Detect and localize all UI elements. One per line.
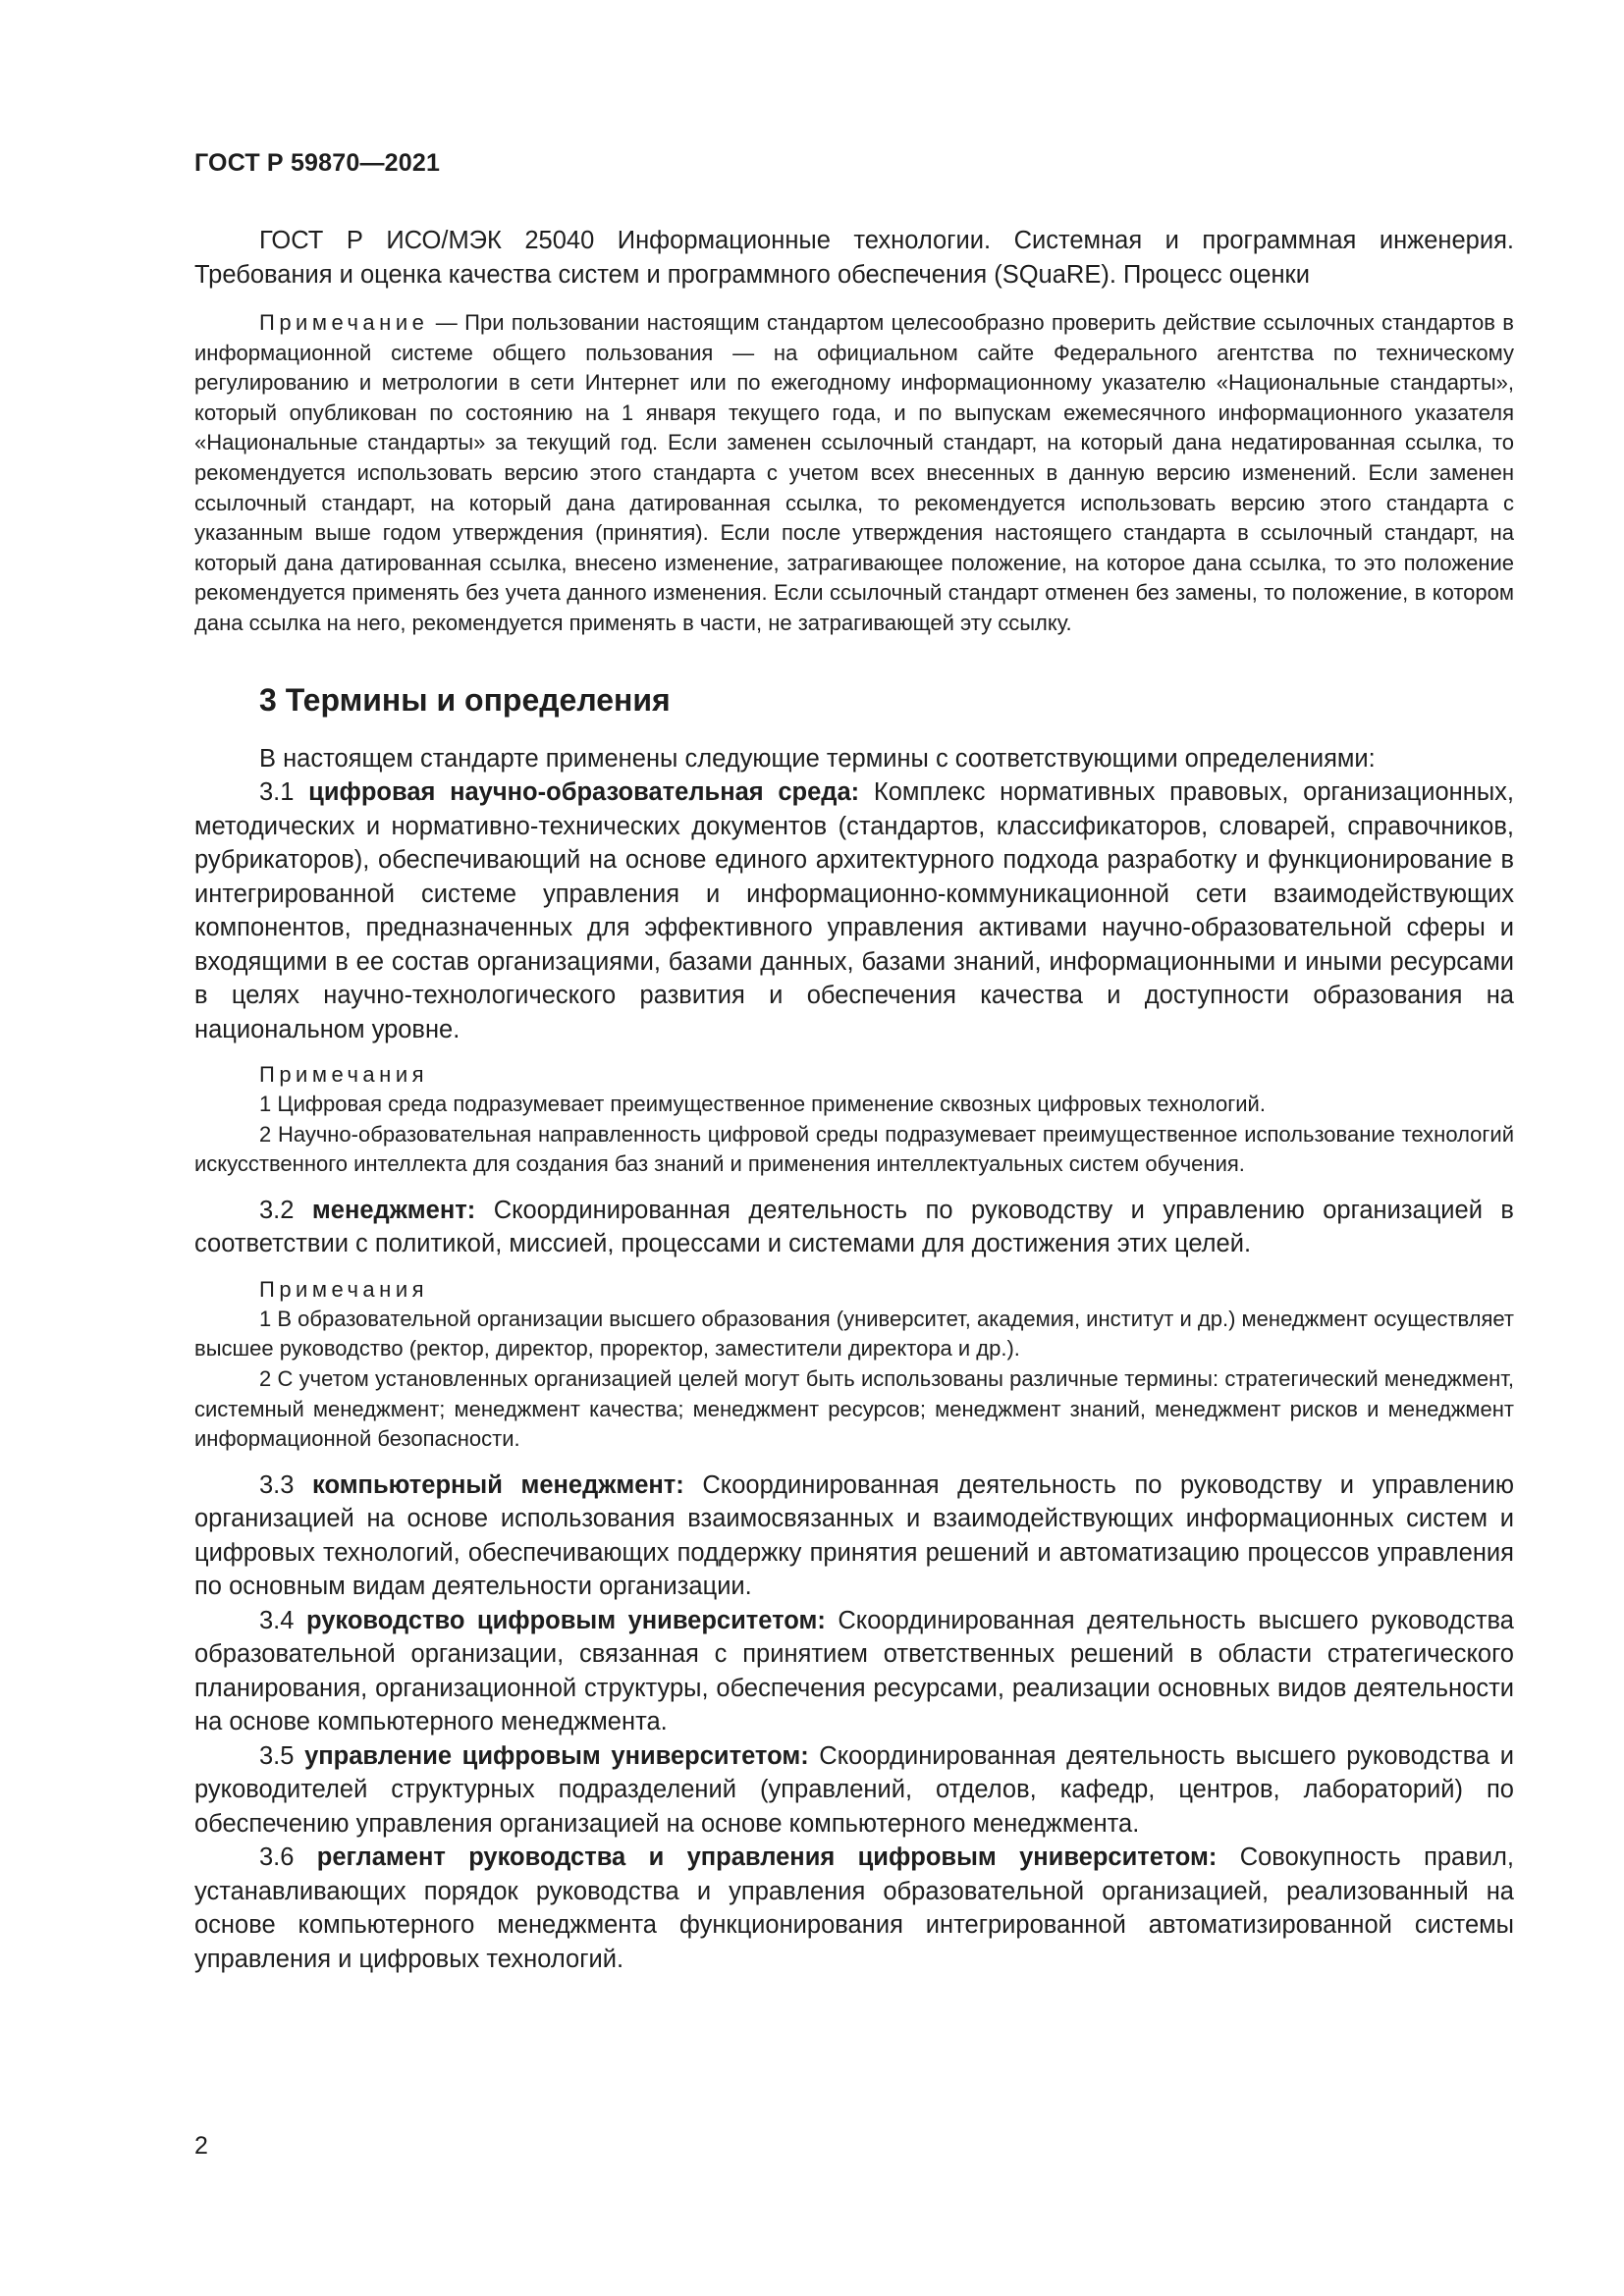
term-definition: Скоординированная деятельность высшего руководства и руководителей структурных подразделений (управлений, отделов, кафедр, центров, лабораторий) по обеспечению управления организацией на основе компьютерного менеджмента. (194, 1741, 1514, 1838)
note-item: 1 В образовательной организации высшего образования (университет, академия, институт и др.) менеджмент осуществляет высшее руководство (ректор, директор, проректор, заместители директора и др.). (194, 1306, 1514, 1362)
term-name: руководство цифровым университетом: (305, 1606, 826, 1634)
term-name: управление цифровым университетом: (304, 1741, 809, 1770)
term-definition: Скоординированная деятельность по руководству и управлению организацией в соответствии с политикой, миссией, процессами и системами для достижения этих целей. (194, 1196, 1514, 1258)
term-3-3 (194, 1468, 1514, 1604)
note-item: 2 Научно-образовательная направленность цифровой среды подразумевает преимущественное использование технологий искусственного интеллекта для создания баз знаний и применения интеллектуальных систем обучения. (194, 1121, 1514, 1177)
reference-note (194, 308, 1514, 639)
page-content (194, 224, 1514, 1976)
term-definition: Скоординированная деятельность по руководству и управлению организацией на основе использования взаимосвязанных и взаимодействующих информационных систем и цифровых технологий, обеспечивающих поддержку принятия решений и автоматизацию процессов управления по основным видам деятельности организации. (194, 1470, 1514, 1601)
reference-item: ГОСТ Р ИСО/МЭК 25040 Информационные технологии. Системная и программная инженерия. Требования и оценка качества систем и программного обеспечения (SQuaRE). Процесс оценки (194, 227, 1514, 289)
term-number: 3.6 (259, 1843, 317, 1872)
term-3-2 (194, 1194, 1514, 1261)
term-3-1 (194, 775, 1514, 1046)
term-name: менеджмент: (311, 1196, 476, 1224)
term-number: 3.4 (259, 1606, 306, 1634)
term-3-4 (194, 1604, 1514, 1739)
note-item: 2 С учетом установленных организацией целей могут быть использованы различные термины: стратегический менеджмент, системный менеджмент; менеджмент качества; менеджмент ресурсов; менеджмент знаний, менеджмент рисков и менеджмент информационной безопасности. (194, 1366, 1514, 1452)
page-number: 2 (194, 2132, 208, 2160)
term-name: компьютерный менеджмент: (312, 1470, 684, 1499)
section-title: 3 Термины и определения (259, 681, 671, 718)
term-definition: Скоординированная деятельность высшего руководства образовательной организации, связанная с принятием ответственных решений в области стратегического планирования, организационной структуры, обеспечения ресурсами, реализации основных видов деятельности на основе компьютерного менеджмента. (194, 1606, 1514, 1736)
term-number: 3.1 (259, 778, 309, 807)
note-label: Примечание (259, 310, 429, 335)
term-number: 3.5 (259, 1741, 305, 1770)
term-3-6 (194, 1841, 1514, 1976)
document-code: ГОСТ Р 59870—2021 (194, 149, 441, 177)
note-item: 1 Цифровая среда подразумевает преимущественное применение сквозных цифровых технологий. (259, 1092, 1266, 1117)
term-number: 3.3 (259, 1470, 313, 1499)
term-definition: Комплекс нормативных правовых, организационных, методических и нормативно-технических документов (стандартов, классификаторов, словарей, справочников, рубрикаторов), обеспечивающий на основе единого архитектурного подхода разработку и функционирование в интегрированной системе управления и информационно-коммуникационной сети взаимодействующих компонентов, предназначенных для эффективного управления активами научно-образовательной сферы и входящими в ее состав организациями, базами данных, базами знаний, информационными и иными ресурсами в целях научно-технологического развития и обеспечения качества и доступности образования на национальном уровне. (194, 778, 1514, 1043)
notes-heading: Примечания (259, 1062, 429, 1088)
notes-heading: Примечания (259, 1276, 429, 1302)
term-name: регламент руководства и управления цифровым университетом: (316, 1843, 1218, 1872)
term-number: 3.2 (259, 1196, 312, 1224)
term-name: цифровая научно-образовательная среда: (308, 778, 860, 807)
note-text: — При пользовании настоящим стандартом целесообразно проверить действие ссылочных стандартов в информационной системе общего пользования — на официальном сайте Федерального агентства по техническому регулированию и метрологии в сети Интернет или по ежегодному информационному указателю «Национальные стандарты», который опубликован по состоянию на 1 января текущего года, и по выпускам ежемесячного информационного указателя «Национальные стандарты» за текущий год. Если заменен ссылочный стандарт, на который дана недатированная ссылка, то рекомендуется использовать версию этого стандарта с учетом всех внесенных в данную версию изменений. Если заменен ссылочный стандарт, на который дана датированная ссылка, то рекомендуется использовать версию этого стандарта с указанным выше годом утверждения (принятия). Если после утверждения настоящего стандарта в ссылочный стандарт, на который дана датированная ссылка, внесено изменение, затрагивающее положение, на которое дана ссылка, то это положение рекомендуется применять без учета данного изменения. Если ссылочный стандарт отменен без замены, то положение, в котором дана ссылка на него, рекомендуется применять в части, не затрагивающей эту ссылку. (194, 310, 1514, 635)
term-3-5 (194, 1739, 1514, 1842)
section-intro: В настоящем стандарте применены следующие термины с соответствующими определениями: (259, 744, 1376, 773)
term-definition: Совокупность правил, устанавливающих порядок руководства и управления образовательной организацией, реализованный на основе компьютерного менеджмента функционирования интегрированной автоматизированной системы управления и цифровых технологий. (194, 1843, 1514, 1973)
